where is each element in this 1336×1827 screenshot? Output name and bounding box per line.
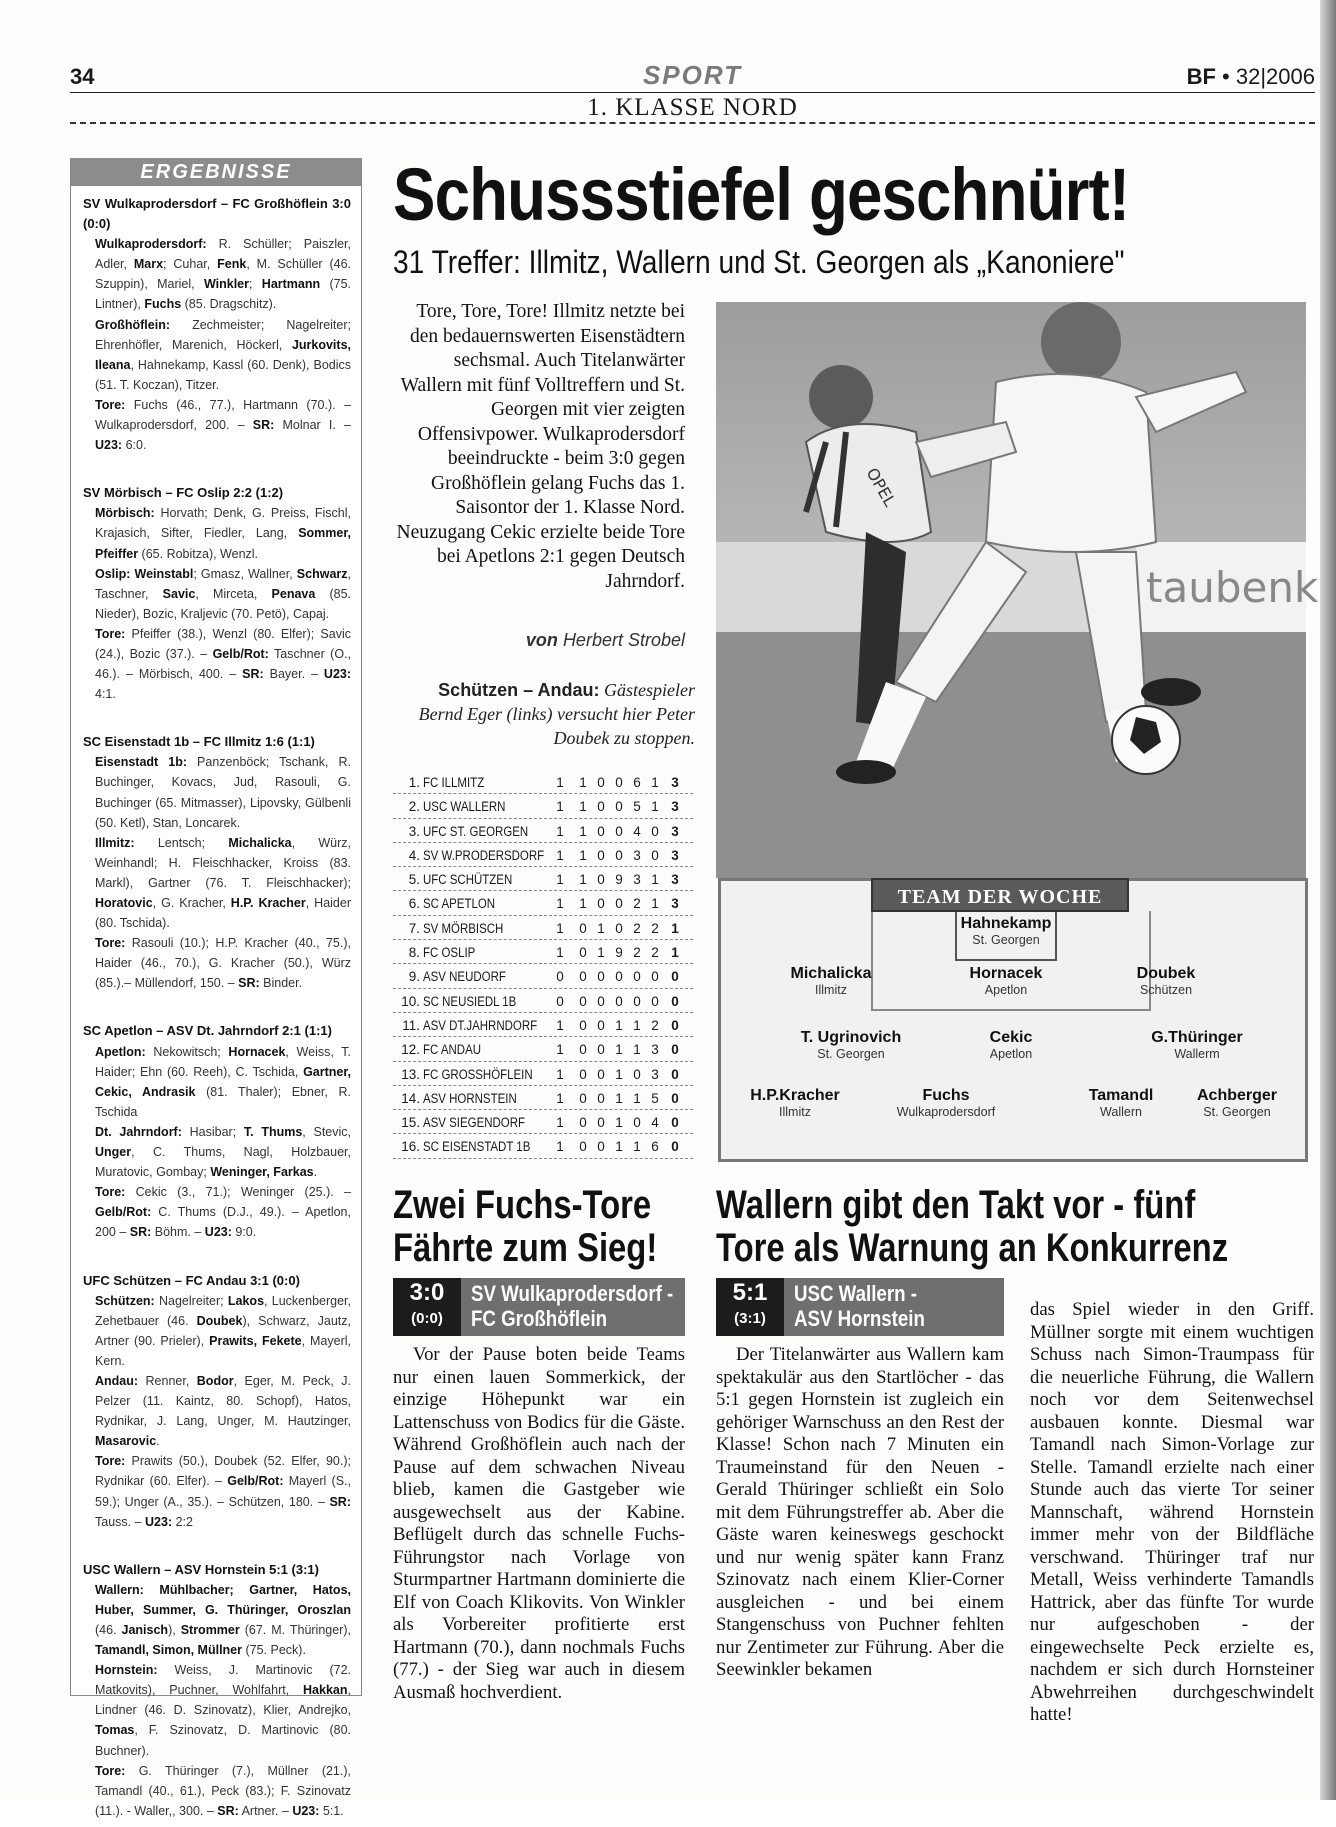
- standings-position: 2.: [408, 799, 420, 815]
- brand-label: BF: [1186, 64, 1216, 89]
- standings-d: 0: [597, 872, 605, 888]
- dashed-divider: [70, 122, 1315, 124]
- result-block: [71, 1013, 361, 1248]
- football-players-image: [716, 302, 1319, 878]
- standings-d: 1: [597, 920, 605, 936]
- standings-pts: 1: [671, 945, 679, 961]
- standings-pts: 1: [671, 920, 679, 936]
- standings-position: 9.: [408, 969, 420, 985]
- standings-team: ASV SIEGENDORF: [423, 1115, 526, 1131]
- team-of-the-week-title: TEAM DER WOCHE: [871, 878, 1129, 912]
- article1-team-b: FC Großhöflein: [471, 1306, 608, 1331]
- results-banner: ERGEBNISSE: [71, 158, 361, 186]
- standings-pts: 0: [671, 1139, 679, 1155]
- standings-row: [393, 891, 693, 915]
- player-club: Apetlon: [984, 983, 1028, 997]
- standings-pts: 3: [671, 775, 679, 790]
- standings-row: [393, 964, 693, 988]
- standings-gf: 1: [633, 1139, 641, 1155]
- standings-w: 0: [579, 1115, 587, 1131]
- standings-team: FC GROSSHÖFLEIN: [423, 1066, 533, 1082]
- standings-ga: 2: [651, 920, 659, 936]
- match-photo: [716, 302, 1319, 878]
- player-slot: [751, 965, 911, 997]
- player-slot: [926, 965, 1086, 997]
- issue-number: 32|2006: [1235, 64, 1315, 89]
- standings-ga: 3: [651, 1066, 659, 1082]
- standings-position: 10.: [401, 993, 420, 1009]
- standings-ga: 1: [651, 896, 659, 912]
- standings-position: 8.: [408, 945, 420, 961]
- standings-ga: 4: [651, 1115, 659, 1131]
- result-block: [71, 1263, 361, 1538]
- standings-pts: 0: [671, 993, 679, 1009]
- standings-ga: 1: [651, 799, 659, 815]
- standings-gp: 1: [556, 1139, 564, 1155]
- standings-l: 0: [615, 847, 623, 863]
- player-name: H.P.Kracher: [750, 1087, 840, 1104]
- standings-d: 0: [597, 1017, 605, 1033]
- results-column: [70, 158, 362, 1818]
- standings-ga: 5: [651, 1090, 659, 1106]
- player-club: Schützen: [1139, 983, 1193, 997]
- standings-l: 1: [615, 1066, 623, 1082]
- result-line: Mörbisch: Horvath; Denk, G. Preiss, Fischl, Krajasich, Sifter, Fiedler, Lang, Sommer, Pfeiffer (65. Robitza), Wenzl.: [95, 506, 351, 561]
- header-rule: [70, 92, 1315, 93]
- result-line: Apetlon: Nekowitsch; Hornacek, Weiss, T. Haider; Ehn (60. Reeh), C. Tschida, Gartner, Cekic, Andrasik (81. Thaler); Ebner, R. Tschida: [95, 1044, 351, 1119]
- standings-ga: 6: [651, 1139, 659, 1155]
- article2-headline-line2: Tore als Warnung an Konkurrenz: [716, 1226, 1229, 1270]
- player-slot: [1157, 1087, 1317, 1119]
- team-of-the-week: [718, 878, 1308, 1162]
- standings-d: 0: [597, 1090, 605, 1106]
- article1-halftime: (0:0): [411, 1310, 443, 1327]
- article1-team-a: SV Wulkaprodersdorf -: [471, 1281, 674, 1306]
- standings-l: 1: [615, 1090, 623, 1106]
- article2-score-box: [716, 1278, 784, 1336]
- article2-teams: [794, 1281, 925, 1331]
- standings-w: 1: [579, 823, 587, 839]
- standings-d: 0: [597, 799, 605, 815]
- standings-l: 9: [615, 872, 623, 888]
- player-club: Illmitz: [815, 983, 847, 997]
- standings-ga: 2: [651, 1017, 659, 1033]
- standings-position: 4.: [408, 847, 420, 863]
- result-line: Tore: Rasouli (10.); H.P. Kracher (40., 75.), Haider (46., 70.), G. Kracher (50.), Würz (85.).– Müllendorf, 150. – SR: Binder.: [95, 936, 351, 991]
- standings-team: UFC SCHÜTZEN: [423, 872, 513, 888]
- standings-position: 11.: [402, 1017, 420, 1033]
- standings-row: [393, 770, 693, 794]
- article2-scorebar: [716, 1278, 1004, 1336]
- standings-l: 0: [615, 775, 623, 790]
- player-name: Tamandl: [1088, 1087, 1154, 1104]
- standings-position: 3.: [408, 823, 420, 839]
- player-club: Wulkaprodersdorf: [896, 1105, 996, 1119]
- byline-von: von: [525, 630, 558, 650]
- standings-team: USC WALLERN: [423, 799, 506, 815]
- result-line: Andau: Renner, Bodor, Eger, M. Peck, J. Pelzer (11. Kaintz, 80. Schopf), Hatos, Rydnikar, J. Lang, Unger, M. Hautzinger, Masarovic.: [95, 1373, 351, 1449]
- standings-w: 0: [579, 1139, 587, 1155]
- standings-d: 0: [597, 896, 605, 912]
- standings-pts: 3: [671, 847, 679, 863]
- standings-gp: 0: [556, 969, 564, 985]
- article2-headline-line1: Wallern gibt den Takt vor - fünf: [716, 1183, 1196, 1227]
- result-block: [71, 1552, 361, 1827]
- standings-position: 7.: [408, 920, 420, 936]
- player-slot: [1117, 1029, 1277, 1061]
- standings-row: [393, 843, 693, 867]
- standings-l: 1: [615, 1042, 623, 1058]
- standings-gp: 1: [556, 1115, 564, 1131]
- standings-position: 6.: [408, 896, 420, 912]
- player-name: Michalicka: [790, 965, 872, 982]
- player-club: St. Georgen: [972, 933, 1040, 947]
- standings-ga: 1: [651, 775, 659, 790]
- result-line: Tore: Prawits (50.), Doubek (52. Elfer, 90.); Rydnikar (60. Elfer). – Gelb/Rot: Mayerl (S., 59.); Unger (A., 35.). – Schützen, 180. – SR: Tauss. – U23: 2:2: [95, 1454, 351, 1529]
- standings-d: 0: [597, 823, 605, 839]
- standings-gf: 5: [633, 799, 641, 815]
- standings-w: 0: [579, 920, 587, 936]
- standings-d: 0: [597, 969, 605, 985]
- standings-ga: 1: [651, 872, 659, 888]
- standings-gf: 1: [633, 1042, 641, 1058]
- standings-gf: 6: [633, 775, 641, 790]
- standings-w: 0: [579, 1017, 587, 1033]
- standings-team: SC NEUSIEDL 1B: [423, 993, 517, 1009]
- standings-w: 1: [579, 847, 587, 863]
- standings-d: 0: [597, 1066, 605, 1082]
- standings-team: SV MÖRBISCH: [423, 920, 504, 936]
- player-name: Hahnekamp: [960, 915, 1052, 932]
- standings-gp: 1: [556, 775, 564, 790]
- player-name: Hornacek: [969, 965, 1043, 982]
- player-slot: [926, 915, 1086, 947]
- player-slot: [1086, 965, 1246, 997]
- result-line: Tore: Pfeiffer (38.), Wenzl (80. Elfer); Savic (24.), Bozic (37.). – Gelb/Rot: Taschner (O., 46.). – Mörbisch, 400. – SR: Bayer. – U23: 4:1.: [95, 626, 352, 702]
- article2-body-col2: das Spiel wieder in den Griff. Müllner sorgte mit einem wuchtigen Schuss nach Simon-Traumpass für die neuerliche Führung, die Wallern noch vor dem Seitenwechsel ausbauen konnte. Diesmal war Tamandl nach Simon-Vorlage zur Stelle. Tamandl erzielte nach einer Stunde auch das vierte Tor seiner Mannschaft, während Hornstein immer mehr von der Bildfläche verschwand. Thüringer traf nur Metall, Weiss verhinderte Tamandls Hattrick, aber das fünfte Tor wurde nur aufgeschoben - der eingewechselte Peck erzielte es, nachdem er sich durch Hornsteiner Abwehrreihen durchgeschwindelt hatte!: [1030, 1299, 1314, 1725]
- standings-pts: 3: [671, 872, 679, 888]
- article1-teams: [471, 1281, 673, 1331]
- standings-pts: 0: [671, 1090, 679, 1106]
- byline: [393, 630, 685, 651]
- standings-position: 12.: [401, 1042, 420, 1058]
- player-name: G.Thüringer: [1151, 1029, 1243, 1046]
- result-line: Schützen: Nagelreiter; Lakos, Luckenberger, Zehetbauer (46. Doubek), Schwarz, Jautz, Artner (90. Prieler), Prawits, Fekete, Mayerl, Kern.: [95, 1293, 351, 1368]
- standings-pts: 0: [671, 1066, 679, 1082]
- standings-l: 0: [615, 823, 623, 839]
- standings-w: 1: [579, 872, 587, 888]
- standings-ga: 0: [651, 823, 659, 839]
- standings-gf: 1: [633, 1017, 641, 1033]
- standings-team: ASV HORNSTEIN: [423, 1090, 517, 1106]
- standings-position: 14.: [401, 1090, 420, 1106]
- result-block: [71, 724, 361, 999]
- standings-l: 0: [615, 993, 623, 1009]
- standings-row: [393, 867, 693, 891]
- result-title: SC Apetlon – ASV Dt. Jahrndorf 2:1 (1:1): [83, 1023, 332, 1039]
- page-number: 34: [70, 64, 95, 89]
- standings-gp: 1: [556, 847, 564, 863]
- standings-gp: 1: [556, 1090, 564, 1106]
- standings-l: 1: [615, 1139, 623, 1155]
- standings-row: [393, 1086, 693, 1110]
- section-title: SPORT: [642, 60, 743, 90]
- standings-gf: 4: [633, 823, 641, 839]
- standings-d: 0: [597, 775, 605, 790]
- standings-gf: 2: [633, 920, 641, 936]
- standings-l: 9: [615, 945, 623, 961]
- result-line: Großhöflein: Zechmeister; Nagelreiter; Ehrenhöfler, Marenich, Höckerl, Jurkovits, Ileana, Hahnekamp, Kassl (60. Denk), Bodics (51. T. Koczan), Titzer.: [95, 317, 351, 392]
- standings-pts: 3: [671, 823, 679, 839]
- standings-position: 13.: [401, 1066, 420, 1082]
- standings-gp: 1: [556, 1066, 564, 1082]
- standings-team: ASV DT.JAHRNDORF: [423, 1017, 538, 1033]
- standings-gp: 1: [556, 896, 564, 912]
- standings-ga: 0: [651, 969, 659, 985]
- standings-team: FC ILLMITZ: [423, 775, 485, 790]
- standings-pts: 0: [671, 969, 679, 985]
- player-club: St. Georgen: [817, 1047, 885, 1061]
- standings-gp: 0: [556, 993, 564, 1009]
- standings-d: 0: [597, 1115, 605, 1131]
- standings-w: 0: [579, 1090, 587, 1106]
- standings-d: 0: [597, 1139, 605, 1155]
- result-title: SV Mörbisch – FC Oslip 2:2 (1:2): [83, 485, 284, 501]
- standings-pts: 3: [671, 799, 679, 815]
- article2-halftime: (3:1): [734, 1310, 766, 1327]
- standings-gf: 2: [633, 896, 641, 912]
- article1-headline-line2: Fährte zum Sieg!: [393, 1226, 658, 1270]
- player-slot: [715, 1087, 875, 1119]
- article2-score: 5:1: [732, 1279, 768, 1306]
- standings-row: [393, 989, 693, 1013]
- standings-l: 1: [615, 1115, 623, 1131]
- player-club: Illmitz: [779, 1105, 811, 1119]
- player-name: T. Ugrinovich: [800, 1029, 902, 1046]
- league-title: 1. KLASSE NORD: [587, 94, 798, 121]
- page-spine-shadow: [1320, 0, 1336, 1800]
- standings-l: 1: [615, 1017, 623, 1033]
- standings-team: UFC ST. GEORGEN: [423, 823, 529, 839]
- standings-row: [393, 794, 693, 818]
- player-name: Cekic: [989, 1029, 1033, 1046]
- standings-team: ASV NEUDORF: [423, 969, 506, 985]
- standings-gf: 0: [633, 969, 641, 985]
- standings-row: [393, 1037, 693, 1061]
- article2-team-a: USC Wallern -: [794, 1281, 917, 1306]
- standings-w: 0: [579, 945, 587, 961]
- standings-ga: 0: [651, 847, 659, 863]
- article1-body: Vor der Pause boten beide Teams nur einen lauen Sommerkick, der einzige Höhepunkt war ein Lattenschuss von Bodics für die Gäste. Während Großhöflein auch nach der Pause auf dem schwachen Niveau blieb, kamen die Gastgeber wie ausgewechselt aus der Kabine. Beflügelt durch das schnelle Fuchs-Führungstor nach Vorlage von Sturmpartner Hartmann dominierte die Elf von Coach Klikovits. Von Winkler als Vorbereiter profitierte erst Hartmann (70.), dann nochmals Fuchs (77.) - der Sieg war auch in diesem Ausmaß hochverdient.: [393, 1344, 685, 1703]
- result-title: SV Wulkaprodersdorf – FC Großhöflein 3:0 (0:0): [83, 196, 351, 232]
- stadium-banner-text: taubenk: [1146, 563, 1319, 612]
- standings-ga: 2: [651, 945, 659, 961]
- player-name: Fuchs: [922, 1087, 970, 1104]
- standings-w: 0: [579, 1042, 587, 1058]
- standings-gf: 3: [633, 872, 641, 888]
- standings-pts: 3: [671, 896, 679, 912]
- result-line: Tore: Cekic (3., 71.); Weninger (25.). – Gelb/Rot: C. Thums (D.J., 49.). – Apetlon, 200 – SR: Böhm. – U23: 9:0.: [95, 1185, 351, 1240]
- standings-gp: 1: [556, 1042, 564, 1058]
- caption-match: Schützen – Andau:: [438, 680, 600, 700]
- standings-d: 0: [597, 847, 605, 863]
- player-slot: [866, 1087, 1026, 1119]
- standings-gf: 0: [633, 993, 641, 1009]
- main-subline: 31 Treffer: Illmitz, Wallern und St. Georgen als „Kanoniere": [393, 244, 1125, 280]
- standings-l: 0: [615, 799, 623, 815]
- standings-gp: 1: [556, 872, 564, 888]
- standings-gp: 1: [556, 945, 564, 961]
- standings-d: 0: [597, 1042, 605, 1058]
- jersey-sponsor-text: OPEL: [862, 464, 900, 510]
- player-club: Wallerm: [1174, 1047, 1220, 1061]
- standings-position: 15.: [401, 1115, 420, 1131]
- results-list: [71, 186, 361, 1827]
- standings-gf: 0: [633, 1115, 641, 1131]
- standings-row: [393, 916, 693, 940]
- result-line: Tore: G. Thüringer (7.), Müllner (21.), Tamandl (40., 61.), Peck (83.); F. Szinovatz (11.). - Waller,, 300. – SR: Artner. – U23: 5:1.: [95, 1763, 351, 1818]
- article1-score-box: [393, 1278, 461, 1336]
- standings-team: FC OSLIP: [423, 945, 476, 961]
- player-club: Wallern: [1100, 1105, 1142, 1119]
- lead-paragraph: Tore, Tore, Tore! Illmitz netzte bei den bedauernswerten Eisenstädtern sechsmal. Auch Titelanwärter Wallern mit fünf Volltreffern und St. Georgen mit vier zeigten Offensivpower. Wulkaprodersdorf beeindruckte - beim 3:0 gegen Großhöflein gelang Fuchs das 1. Saisontor der 1. Klasse Nord. Neuzugang Cekic erzielte beide Tore bei Apetlons 2:1 gegen Deutsch Jahrndorf.: [396, 301, 685, 592]
- league-header: [70, 94, 1315, 124]
- standings-gp: 1: [556, 799, 564, 815]
- standings-l: 0: [615, 920, 623, 936]
- page-header: [70, 60, 1315, 94]
- result-line: Hornstein: Weiss, J. Martinovic (72. Matkovits), Puchner, Wohlfahrt, Hakkan, Lindner (46. D. Szinovatz), Klier, Andrejko, Tomas, F. Szinovatz, D. Martinovic (80. Buchner).: [95, 1663, 351, 1758]
- photo-caption: [393, 678, 695, 750]
- caption-text: Gästespieler Bernd Eger (links) versucht hier Peter Doubek zu stoppen.: [418, 680, 695, 748]
- standings-team: SV W.PRODERSDORF: [423, 847, 545, 863]
- result-line: Eisenstadt 1b: Panzenböck; Tschank, R. Buchinger, Kovacs, Jud, Rasouli, G. Buchinger (65. Mitmasser), Lipovsky, Gülbenli (50. Ketl), Stan, Loncarek.: [95, 755, 352, 830]
- standings-row: [393, 819, 693, 843]
- standings-ga: 3: [651, 1042, 659, 1058]
- standings-position: 1.: [408, 775, 420, 790]
- standings-gp: 1: [556, 1017, 564, 1033]
- byline-author: Herbert Strobel: [562, 630, 685, 650]
- standings-d: 0: [597, 993, 605, 1009]
- result-line: Illmitz: Lentsch; Michalicka, Würz, Weinhandl; H. Fleischhacker, Kroiss (83. Markl), Gartner (76. T. Fleischhacker); Horatovic, G. Kracher, H.P. Kracher, Haider (80. Tschida).: [95, 835, 351, 931]
- article1-score: 3:0: [409, 1279, 445, 1306]
- standings-gp: 1: [556, 920, 564, 936]
- player-name: Achberger: [1196, 1087, 1278, 1104]
- article2-body-col1: Der Titelanwärter aus Wallern kam spektakulär aus den Startlöcher - das 5:1 gegen Hornstein ist zugleich ein gehöriger Warnschuss an den Rest der Klasse! Schon nach 7 Minuten ein Traumeinstand für den Neuen - Gerald Thüringer schließt ein Solo mit dem Führungstreffer ab. Aber die Gäste waren keineswegs geschockt und nur wenig später kann Franz Szinovatz nach einem Klier-Corner ausgleichen - und bei einem Stangenschuss von Puchner fehlten nur Zentimeter zur Führung. Aber die Seewinkler bekamen: [716, 1344, 1004, 1680]
- standings-team: FC ANDAU: [423, 1042, 482, 1058]
- standings-gf: 1: [633, 1090, 641, 1106]
- standings-gf: 0: [633, 1066, 641, 1082]
- result-line: Dt. Jahrndorf: Hasibar; T. Thums, Stevic, Unger, C. Thums, Nagl, Holzbauer, Muratovic, Gombay; Weninger, Farkas.: [95, 1124, 351, 1180]
- article1-scorebar: [393, 1278, 685, 1336]
- player-slot: [931, 1029, 1091, 1061]
- standings-w: 1: [579, 896, 587, 912]
- standings-gp: 1: [556, 823, 564, 839]
- player-club: Apetlon: [989, 1047, 1033, 1061]
- standings-position: 5.: [408, 872, 420, 888]
- standings-pts: 0: [671, 1042, 679, 1058]
- result-block: [71, 186, 361, 461]
- result-line: Wallern: Mühlbacher; Gartner, Hatos, Huber, Summer, G. Thüringer, Oroszlan (46. Janisch), Strommer (67. M. Thüringer), Tamandl, Simon, Müllner (75. Peck).: [95, 1582, 351, 1658]
- standings-team: SC APETLON: [423, 896, 496, 912]
- standings-l: 0: [615, 969, 623, 985]
- player-slot: [771, 1029, 931, 1061]
- standings-gf: 3: [633, 847, 641, 863]
- standings-row: [393, 1062, 693, 1086]
- standings-d: 1: [597, 945, 605, 961]
- standings-ga: 0: [651, 993, 659, 1009]
- article2-team-b: ASV Hornstein: [794, 1306, 925, 1331]
- standings-w: 0: [579, 1066, 587, 1082]
- result-title: USC Wallern – ASV Hornstein 5:1 (3:1): [83, 1561, 319, 1577]
- standings-row: [393, 940, 693, 964]
- standings-pts: 0: [671, 1017, 679, 1033]
- standings-w: 1: [579, 799, 587, 815]
- standings-pts: 0: [671, 1115, 679, 1131]
- standings-w: 0: [579, 969, 587, 985]
- result-line: Oslip: Weinstabl; Gmasz, Wallner, Schwarz, Taschner, Savic, Mirceta, Penava (85. Nieder), Bozic, Kraljevic (70. Petö), Capaj.: [95, 566, 352, 621]
- player-name: Doubek: [1136, 965, 1196, 982]
- standings-w: 0: [579, 993, 587, 1009]
- standings-position: 16.: [401, 1139, 420, 1155]
- main-headline: Schussstiefel geschnürt!: [393, 153, 1130, 236]
- article1-headline-line1: Zwei Fuchs-Tore: [393, 1183, 652, 1227]
- player-club: St. Georgen: [1203, 1105, 1271, 1119]
- standings-row: [393, 1110, 693, 1134]
- result-title: UFC Schützen – FC Andau 3:1 (0:0): [83, 1272, 300, 1288]
- result-title: SC Eisenstadt 1b – FC Illmitz 1:6 (1:1): [83, 734, 315, 750]
- result-block: [71, 475, 361, 710]
- standings-row: [393, 1134, 693, 1158]
- standings-w: 1: [579, 775, 587, 790]
- result-line: Wulkaprodersdorf: R. Schüller; Paiszler, Adler, Marx; Cuhar, Fenk, M. Schüller (46. Szuppin), Mariel, Winkler; Hartmann (75. Lintner), Fuchs (85. Dragschitz).: [95, 237, 352, 312]
- result-line: Tore: Fuchs (46., 77.), Hartmann (70.). – Wulkaprodersdorf, 200. – SR: Molnar I. – U23: 6:0.: [95, 397, 351, 453]
- standings-table: [393, 770, 693, 1159]
- standings-row: [393, 1013, 693, 1037]
- standings-l: 0: [615, 896, 623, 912]
- standings-gf: 2: [633, 945, 641, 961]
- standings-team: SC EISENSTADT 1B: [423, 1139, 531, 1155]
- issue-label: BF • 32|2006: [1186, 64, 1315, 89]
